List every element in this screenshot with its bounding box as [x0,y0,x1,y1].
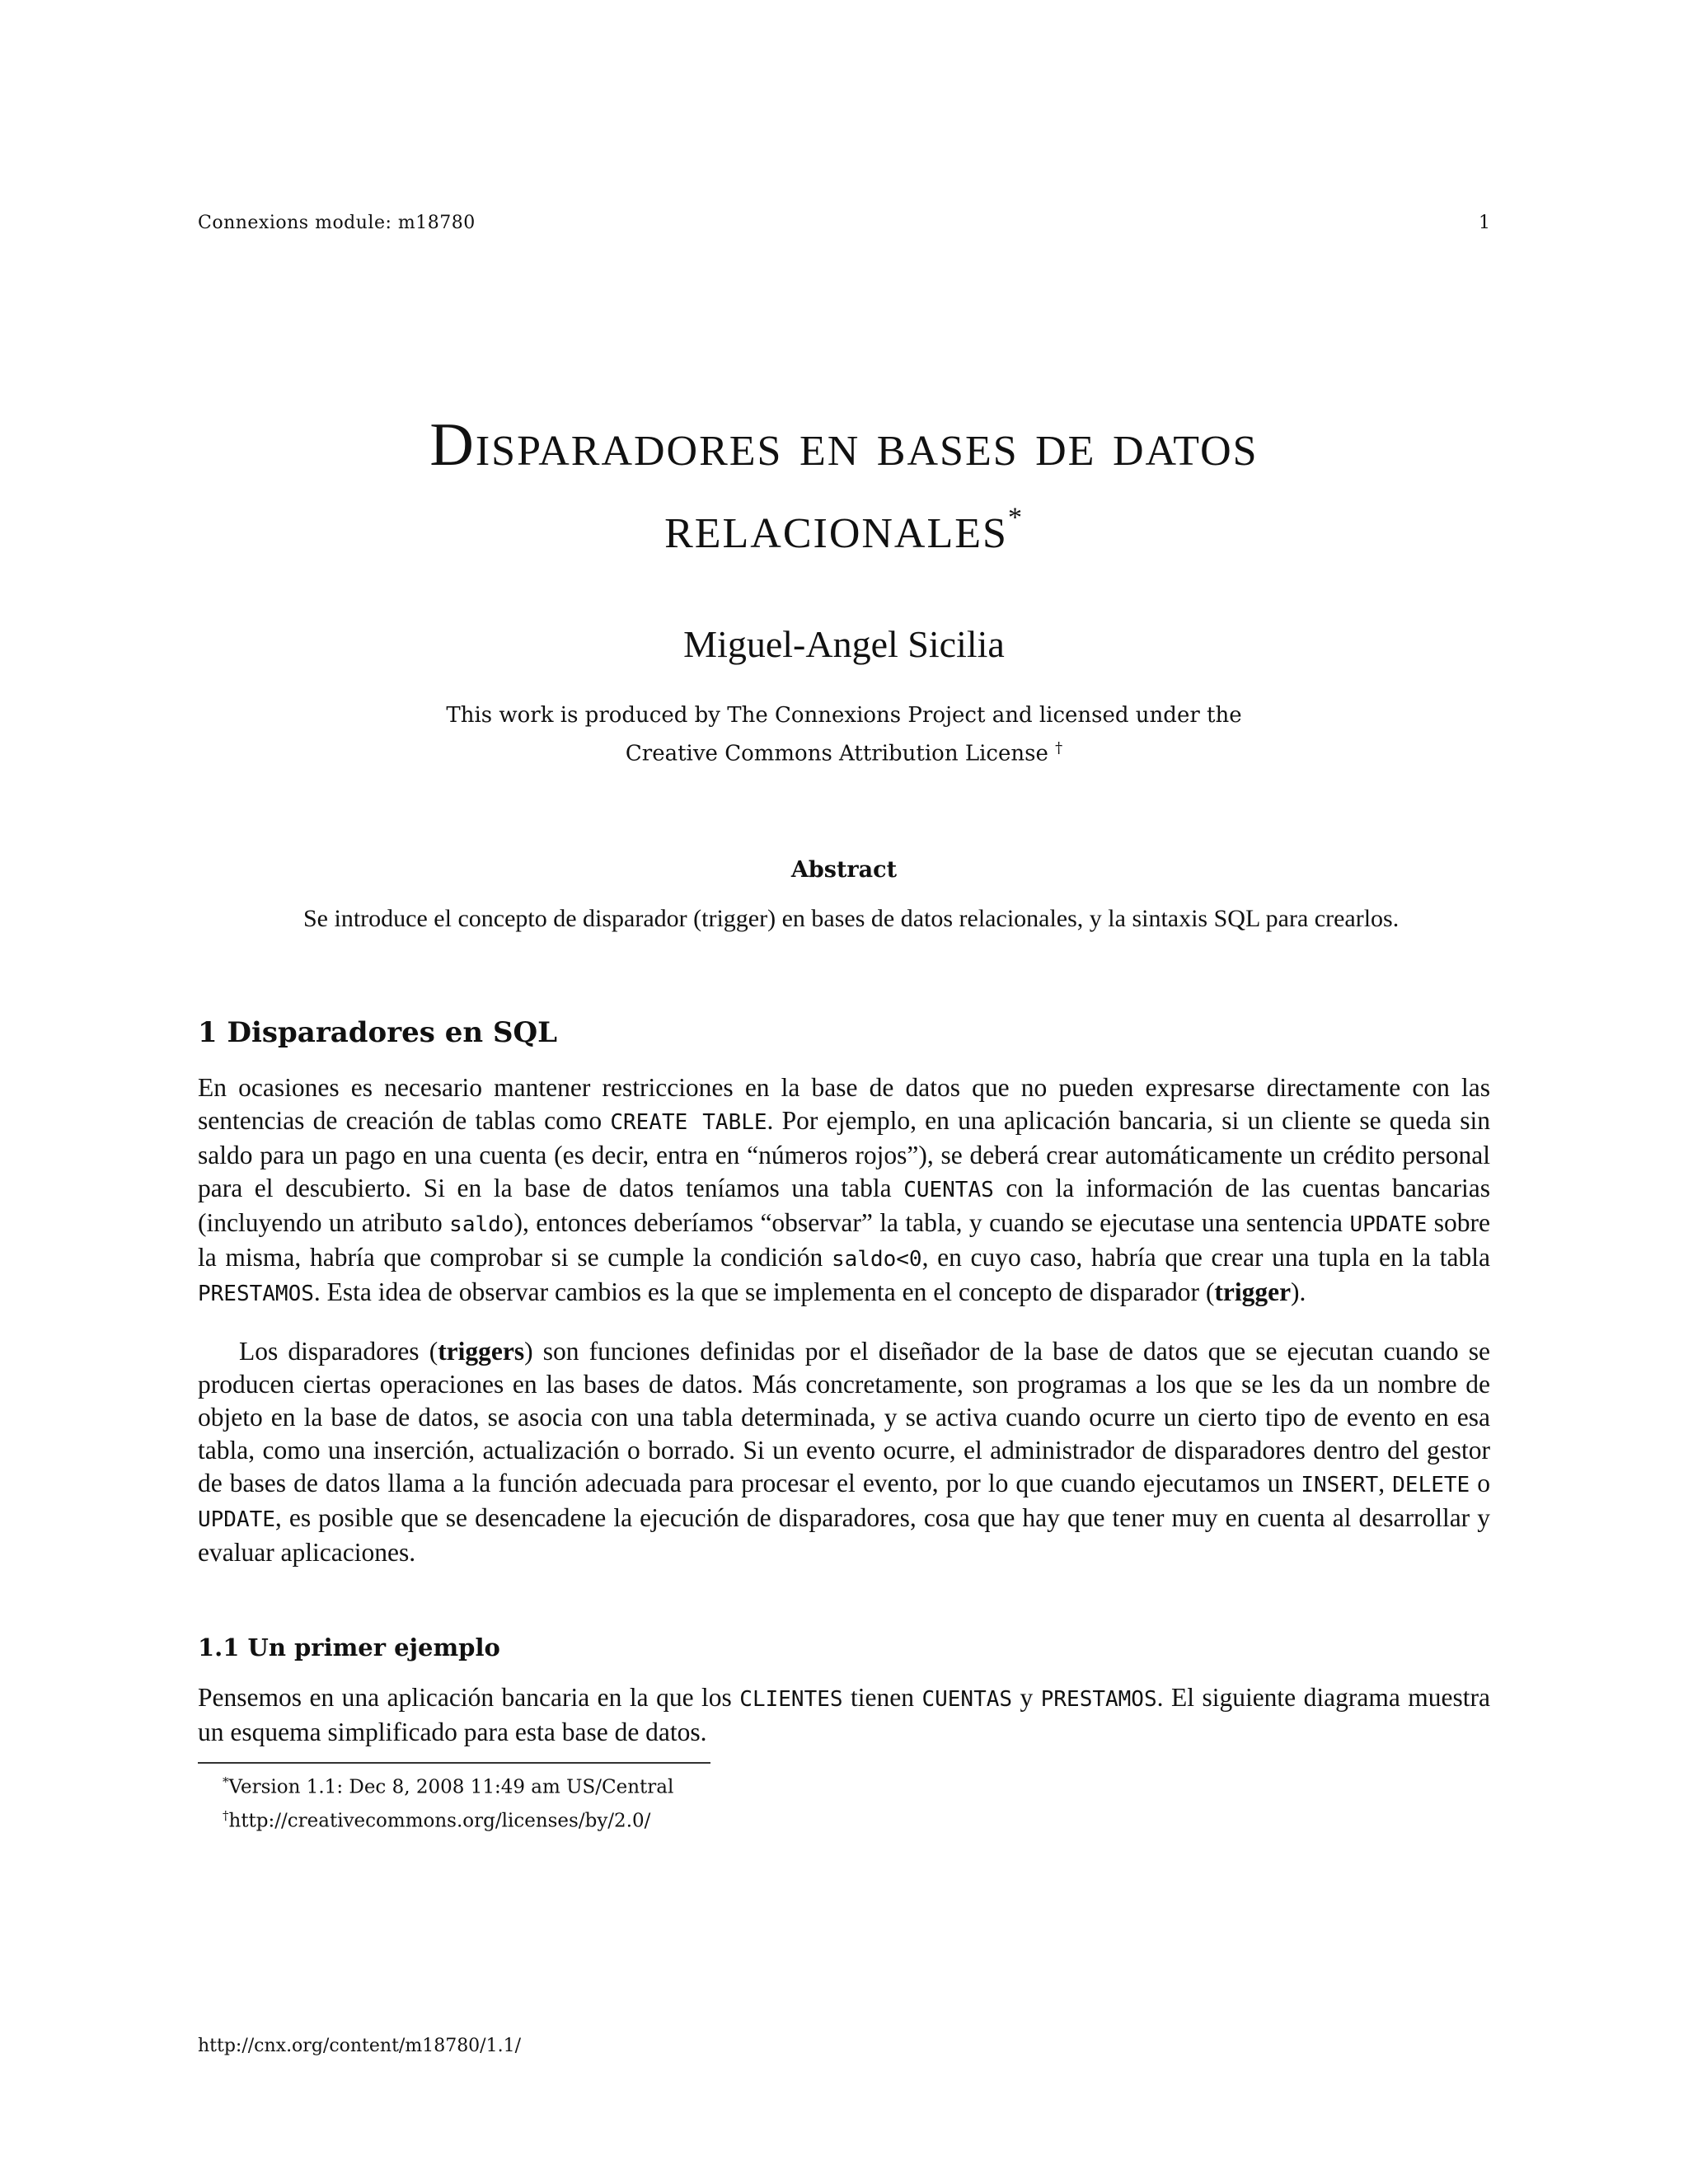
license-statement: This work is produced by The Connexions Project and licensed under the Creative Commons Attribution License † [446,703,1242,766]
footnote-rule [198,1762,710,1764]
code-prestamos-2: PRESTAMOS [1040,1687,1157,1712]
footer-url[interactable]: http://cnx.org/content/m18780/1.1/ [198,2036,521,2056]
author-name: Miguel-Angel Sicilia [683,623,1005,665]
license-footnote-mark: † [1055,739,1063,757]
module-label: Connexions module: m18780 [198,213,476,233]
code-prestamos: PRESTAMOS [198,1282,314,1306]
title-line-2: relacionales* [664,494,1024,561]
abstract-heading: Abstract [790,857,898,883]
term-triggers: triggers [438,1337,525,1366]
code-update-2: UPDATE [198,1507,275,1532]
code-saldo-condition: saldo<0 [831,1247,922,1272]
code-cuentas-2: CUENTAS [921,1687,1013,1712]
section-1-1-heading: 1.1 Un primer ejemplo [198,1633,500,1661]
code-update: UPDATE [1349,1212,1428,1237]
code-cuentas: CUENTAS [903,1178,994,1202]
footnote-license-url[interactable]: †http://creativecommons.org/licenses/by/2.0/ [223,1807,651,1832]
section-1-heading: 1 Disparadores en SQL [198,1016,558,1049]
section-1-1-paragraph-1: Pensemos en una aplicación bancaria en la que los CLIENTES tienen CUENTAS y PRESTAMOS. El siguiente diagrama muestra un esquema simplificado para esta base de datos. [198,1683,1491,1746]
abstract-text: Se introduce el concepto de disparador (trigger) en bases de datos relacionales, y la sintaxis SQL para crearlos. [303,905,1400,932]
term-trigger: trigger [1214,1277,1292,1306]
section-1-paragraph-1: En ocasiones es necesario mantener restricciones en la base de datos que no pueden expresarse directamente con las sentencias de creación de tablas como CREATE TABLE. Por ejemplo, en una aplicación bancaria, si un cliente se queda sin saldo para un pago en una cuenta (es decir, entra en “números rojos”), se deberá crear automáticamente un crédito personal para el descubierto. Si en la base de datos teníamos una tabla CUENTAS con la información de las cuentas bancarias (incluyendo un atributo saldo), entonces deberíamos “observar” la tabla, y cuando se ejecutase una sentencia UPDATE sobre la misma, habría que comprobar si se cumple la condición saldo<0, en cuyo caso, habría que crear una tupla en la tabla PRESTAMOS. Esta idea de observar cambios es la que se implementa en el concepto de disparador (trigger). [198,1073,1491,1306]
footnotes [223,1768,673,1835]
code-create-table: CREATE TABLE [610,1110,767,1135]
title-footnote-mark: * [1007,502,1024,533]
footnote-version: *Version 1.1: Dec 8, 2008 11:49 am US/Central [223,1774,674,1798]
section-1-paragraph-2: Los disparadores (triggers) son funciones definidas por el diseñador de la base de datos que se ejecutan cuando se producen ciertas operaciones en las bases de datos. Más concretamente, son programas a los que se les da un nombre de objeto en la base de datos, se asocia con una tabla determinada, y se activa cuando ocurre un cierto tipo de evento en esa tabla, como una inserción, actualización o borrado. Si un evento ocurre, el administrador de disparadores dentro del gestor de bases de datos llama a la función adecuada para procesar el evento, por lo que cuando ejecutamos un INSERT, DELETE o UPDATE, es posible que se desencadene la ejecución de disparadores, cosa que hay que tener muy en cuenta al desarrollar y evaluar aplicaciones. [198,1337,1491,1567]
running-header [198,213,1490,239]
code-clientes: CLIENTES [739,1687,843,1712]
document-title [198,404,1490,569]
title-line-1: Disparadores en bases de datos [429,411,1259,479]
code-saldo: saldo [449,1212,514,1237]
code-insert: INSERT [1301,1473,1379,1497]
page-number: 1 [1479,213,1490,233]
code-delete: DELETE [1392,1473,1470,1497]
